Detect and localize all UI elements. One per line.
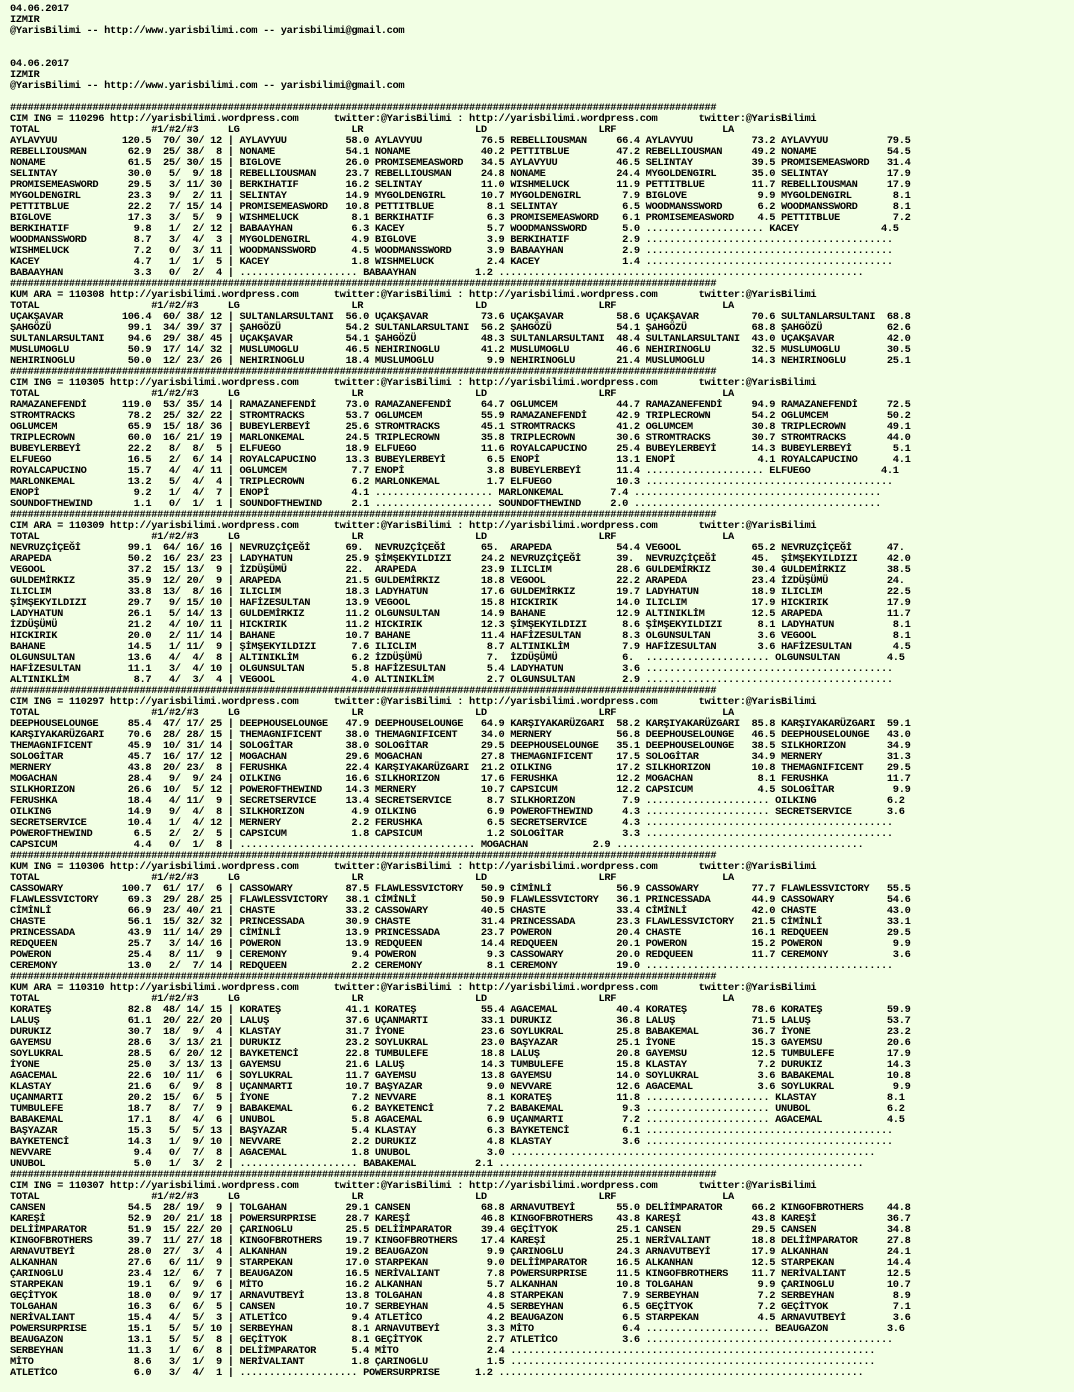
horse-row: SOYLUKRAL 28.5 6/ 20/ 12 | BAYKETENCİ 22.8 TUMBULEFE 18.8 LALUŞ 20.8 GAYEMSU 12.5 TUMBULEFE 17.9 [10, 1048, 911, 1060]
column-header: TOTAL #1/#2/#3 LG LR LD LRF LA [10, 1191, 734, 1203]
race-header: CIM ARA = 110309 http://yarisbilimi.wordpress.com twitter:@YarisBilimi : http://yarisbilimi.wordpress.com twitter:@YarisBilimi [10, 520, 817, 532]
horse-row: LADYHATUN 26.1 5/ 14/ 13 | GULDEMİRKIZ 11.2 OLGUNSULTAN 14.9 BAHANE 12.9 ALTINIKLİM 12.5 ARAPEDA 11.7 [10, 608, 911, 620]
horse-row: PETTITBLUE 22.2 7/ 15/ 14 | PROMISEMEASWORD 10.8 PETTITBLUE 8.1 SELINTAY 6.5 WOODMANSSWORD 6.2 WOODMANSSWORD 8.1 [10, 201, 911, 213]
horse-row: SELINTAY 30.0 5/ 9/ 18 | REBELLIOUSMAN 23.7 REBELLIOUSMAN 24.8 NONAME 24.4 MYGOLDENGIRL 35.0 SELINTAY 17.9 [10, 168, 911, 180]
horse-row: TRIPLECROWN 60.0 16/ 21/ 19 | MARLONKEMAL 24.5 TRIPLECROWN 35.8 TRIPLECROWN 30.6 STROMTRACKS 30.7 STROMTRACKS 44.0 [10, 432, 911, 444]
horse-row: DURUKIZ 30.7 18/ 9/ 4 | KLASTAY 31.7 İYONE 23.6 SOYLUKRAL 25.8 BABAKEMAL 36.7 İYONE 23.2 [10, 1026, 911, 1038]
horse-row: POWERSURPRISE 15.1 5/ 5/ 10 | SERBEYHAN 8.1 ARNAVUTBEYİ 3.3 MİTO 6.4 ..................... BEAUGAZON 3.6 [10, 1323, 905, 1335]
horse-row: KINGOFBROTHERS 39.7 11/ 27/ 18 | KINGOFBROTHERS 19.7 KINGOFBROTHERS 17.4 KAREŞİ 25.1 NERİVALIANT 18.8 DELİİMPARATOR 27.8 [10, 1235, 911, 1247]
column-header: TOTAL #1/#2/#3 LG LR LD LRF LA [10, 531, 734, 543]
horse-row: REBELLIOUSMAN 62.9 25/ 38/ 8 | NONAME 54.1 NONAME 40.2 PETTITBLUE 47.2 REBELLIOUSMAN 49.2 NONAME 54.5 [10, 146, 911, 158]
column-header: TOTAL #1/#2/#3 LG LR LD LRF LA [10, 707, 734, 719]
horse-row: BAHANE 14.5 1/ 11/ 9 | ŞİMŞEKYILDIZI 7.6 ILICLIM 8.7 ALTINIKLİM 7.9 HAFİZESULTAN 3.6 HAFİZESULTAN 4.5 [10, 641, 911, 653]
horse-row: POWERON 25.4 8/ 11/ 9 | CEREMONY 9.4 POWERON 9.3 CASSOWARY 20.0 REDQUEEN 11.7 CEREMONY 3.6 [10, 949, 911, 961]
horse-row: UÇANMARTI 20.2 15/ 6/ 5 | İYONE 7.2 NEVVARE 8.1 KORATEŞ 11.8 ..................... KLASTAY 8.1 [10, 1092, 905, 1104]
horse-row: SULTANLARSULTANI 94.6 29/ 38/ 45 | UÇAKŞAVAR 54.1 ŞAHGÖZÜ 48.3 SULTANLARSULTANI 48.4 SULTANLARSULTANI 43.0 UÇAKŞAVAR 42.0 [10, 333, 911, 345]
horse-row: ALTINIKLİM 8.7 4/ 3/ 4 | VEGOOL 4.0 ALTINIKLİM 2.7 OLGUNSULTAN 2.9 .......................................... [10, 674, 893, 686]
horse-row: BEAUGAZON 13.1 5/ 5/ 8 | GEÇİTYOK 8.1 GEÇİTYOK 2.7 ATLETİCO 3.6 .......................................... [10, 1334, 893, 1346]
section-separator: ######################################################################################################################## [10, 971, 717, 983]
horse-row: MUSLUMOGLU 50.9 17/ 14/ 32 | MUSLUMOGLU 46.5 NEHIRINOGLU 41.2 MUSLUMOGLU 46.6 NEHIRINOGLU 32.5 MUSLUMOGLU 30.5 [10, 344, 911, 356]
horse-row: ŞİMŞEKYILDIZI 29.7 9/ 15/ 10 | HAFİZESULTAN 13.9 VEGOOL 15.8 HICKIRIK 14.0 ILICLIM 17.9 HICKIRIK 17.9 [10, 597, 911, 609]
horse-row: MİTO 8.6 3/ 1/ 9 | NERİVALIANT 1.8 ÇARINOGLU 1.5 .............................................................. [10, 1356, 876, 1368]
horse-row: BERKIHATIF 9.8 1/ 2/ 12 | BABAAYHAN 6.3 KACEY 5.7 WOODMANSSWORD 5.0 .................... KACEY 4.5 [10, 223, 899, 235]
horse-row: PRINCESSADA 43.9 11/ 14/ 29 | CİMİNLİ 13.9 PRINCESSADA 23.7 POWERON 20.4 CHASTE 16.1 REDQUEEN 29.5 [10, 927, 911, 939]
horse-row: THEMAGNIFICENT 45.9 10/ 31/ 14 | SOLOGİTAR 38.0 SOLOGİTAR 29.5 DEEPHOUSELOUNGE 35.1 DEEPHOUSELOUNGE 38.5 SILKHORIZON 34.9 [10, 740, 911, 752]
horse-row: SILKHORIZON 26.6 10/ 5/ 12 | POWEROFTHEWIND 14.3 MERNERY 10.7 CAPSICUM 12.2 CAPSICUM 4.5 SOLOGİTAR 9.9 [10, 784, 911, 796]
horse-row: REDQUEEN 25.7 3/ 14/ 16 | POWERON 13.9 REDQUEEN 14.4 REDQUEEN 20.1 POWERON 15.2 POWERON 9.9 [10, 938, 911, 950]
horse-row: MOGACHAN 28.4 9/ 9/ 24 | OILKING 16.6 SILKHORIZON 17.6 FERUSHKA 12.2 MOGACHAN 8.1 FERUSHKA 11.7 [10, 773, 911, 785]
text-line: @YarisBilimi -- http://www.yarisbilimi.com -- yarisbilimi@gmail.com [10, 80, 405, 92]
horse-row: FERUSHKA 18.4 4/ 11/ 9 | SECRETSERVICE 13.4 SECRETSERVICE 8.7 SILKHORIZON 7.9 ..................... OILKING 6.2 [10, 795, 905, 807]
horse-row: GULDEMİRKIZ 35.9 12/ 20/ 9 | ARAPEDA 21.5 GULDEMİRKIZ 18.8 VEGOOL 22.2 ARAPEDA 23.4 İZDÜŞÜMÜ 24. [10, 575, 905, 587]
horse-row: CASSOWARY 100.7 61/ 17/ 6 | CASSOWARY 87.5 FLAWLESSVICTORY 50.9 CİMİNLİ 56.9 CASSOWARY 77.7 FLAWLESSVICTORY 55.5 [10, 883, 911, 895]
horse-row: LALUŞ 61.1 20/ 22/ 20 | LALUŞ 37.6 UÇANMARTI 33.1 DURUKIZ 36.8 LALUŞ 71.5 LALUŞ 53.7 [10, 1015, 911, 1027]
race-header: CIM ING = 110297 http://yarisbilimi.wordpress.com twitter:@YarisBilimi : http://yarisbilimi.wordpress.com twitter:@YarisBilimi [10, 696, 817, 708]
section-separator: ######################################################################################################################## [10, 509, 717, 521]
horse-row: ILICLIM 33.8 13/ 8/ 16 | ILICLIM 18.3 LADYHATUN 17.6 GULDEMİRKIZ 19.7 LADYHATUN 18.9 ILICLIM 22.5 [10, 586, 911, 598]
horse-row: KARŞIYAKARÜZGARI 70.6 28/ 28/ 15 | THEMAGNIFICENT 38.0 THEMAGNIFICENT 34.0 MERNERY 56.8 DEEPHOUSELOUNGE 46.5 DEEPHOUSELOUNGE 43.0 [10, 729, 911, 741]
horse-row: POWEROFTHEWIND 6.5 2/ 2/ 5 | CAPSICUM 1.8 CAPSICUM 1.2 SOLOGİTAR 3.3 .......................................... [10, 828, 893, 840]
horse-row: AGACEMAL 22.6 10/ 11/ 6 | SOYLUKRAL 11.7 GAYEMSU 13.8 GAYEMSU 14.0 SOYLUKRAL 3.6 BABAKEMAL 10.8 [10, 1070, 911, 1082]
horse-row: BIGLOVE 17.3 3/ 5/ 9 | WISHMELUCK 8.1 BERKIHATIF 6.3 PROMISEMEASWORD 6.1 PROMISEMEASWORD 4.5 PETTITBLUE 7.2 [10, 212, 911, 224]
horse-row: HICKIRIK 20.0 2/ 11/ 14 | BAHANE 10.7 BAHANE 11.4 HAFİZESULTAN 8.3 OLGUNSULTAN 3.6 VEGOOL 8.1 [10, 630, 911, 642]
horse-row: ARAPEDA 50.2 16/ 23/ 23 | LADYHATUN 25.9 ŞİMŞEKYILDIZI 24.2 NEVRUZÇİÇEĞİ 39. NEVRUZÇİÇEĞİ 45. ŞİMŞEKYILDIZI 42.0 [10, 553, 911, 565]
text-line [10, 37, 1074, 48]
horse-row: KACEY 4.7 1/ 1/ 5 | KACEY 1.8 WISHMELUCK 2.4 KACEY 1.4 .......................................... [10, 256, 893, 268]
horse-row: SECRETSERVICE 10.4 1/ 4/ 12 | MERNERY 2.2 FERUSHKA 6.5 SECRETSERVICE 4.3 .......................................... [10, 817, 893, 829]
horse-row: KORATEŞ 82.8 48/ 14/ 15 | KORATEŞ 41.1 KORATEŞ 55.4 AGACEMAL 40.4 KORATEŞ 78.6 KORATEŞ 59.9 [10, 1004, 911, 1016]
section-separator: ######################################################################################################################## [10, 366, 717, 378]
section-separator: ######################################################################################################################## [10, 102, 717, 114]
horse-row: AYLAVYUU 120.5 70/ 30/ 12 | AYLAVYUU 58.0 AYLAVYUU 76.5 REBELLIOUSMAN 66.4 AYLAVYUU 73.2 AYLAVYUU 79.5 [10, 135, 911, 147]
column-header: TOTAL #1/#2/#3 LG LR LD LRF LA [10, 993, 734, 1005]
horse-row: ENOPİ 9.2 1/ 4/ 7 | ENOPİ 4.1 .................... MARLONKEMAL 7.4 .......................................... [10, 487, 882, 499]
text-line [10, 48, 1074, 59]
text-line: IZMIR [10, 14, 40, 26]
horse-row: ŞAHGÖZÜ 99.1 34/ 39/ 37 | ŞAHGÖZÜ 54.2 SULTANLARSULTANI 56.2 ŞAHGÖZÜ 54.1 ŞAHGÖZÜ 68.8 ŞAHGÖZÜ 62.6 [10, 322, 911, 334]
horse-row: NEVRUZÇİÇEĞİ 99.1 64/ 16/ 16 | NEVRUZÇİÇEĞİ 69. NEVRUZÇİÇEĞİ 65. ARAPEDA 54.4 VEGOOL 65.2 NEVRUZÇİÇEĞİ 47. [10, 542, 905, 554]
text-line: 04.06.2017 [10, 3, 69, 15]
horse-row: OLGUNSULTAN 13.6 4/ 4/ 8 | ALTINIKLİM 6.2 İZDÜŞÜMÜ 7. İZDÜŞÜMÜ 6. ..................... OLGUNSULTAN 4.5 [10, 652, 905, 664]
horse-row: FLAWLESSVICTORY 69.3 29/ 28/ 25 | FLAWLESSVICTORY 38.1 CİMİNLİ 50.9 FLAWLESSVICTORY 36.1 PRINCESSADA 44.9 CASSOWARY 54.6 [10, 894, 911, 906]
horse-row: STARPEKAN 19.1 6/ 9/ 6 | MİTO 16.2 ALKANHAN 5.7 ALKANHAN 10.8 TOLGAHAN 9.9 ÇARINOGLU 10.7 [10, 1279, 911, 1291]
column-header: TOTAL #1/#2/#3 LG LR LD LRF LA [10, 872, 734, 884]
horse-row: İYONE 25.0 3/ 13/ 13 | GAYEMSU 21.6 LALUŞ 14.3 TUMBULEFE 15.8 KLASTAY 7.2 DURUKIZ 14.3 [10, 1059, 911, 1071]
horse-row: GEÇİTYOK 18.0 0/ 9/ 17 | ARNAVUTBEYİ 13.8 TOLGAHAN 4.8 STARPEKAN 7.9 SERBEYHAN 7.2 SERBEYHAN 8.9 [10, 1290, 911, 1302]
text-line: @YarisBilimi -- http://www.yarisbilimi.com -- yarisbilimi@gmail.com [10, 25, 405, 37]
horse-row: NEHIRINOGLU 50.0 12/ 23/ 26 | NEHIRINOGLU 18.4 MUSLUMOGLU 9.9 NEHIRINOGLU 21.4 MUSLUMOGLU 14.3 NEHIRINOGLU 25.1 [10, 355, 911, 367]
horse-row: NERİVALIANT 15.4 4/ 5/ 3 | ATLETİCO 9.4 ATLETİCO 4.2 BEAUGAZON 6.5 STARPEKAN 4.5 ARNAVUTBEYİ 3.6 [10, 1312, 911, 1324]
section-separator: ######################################################################################################################## [10, 278, 717, 290]
horse-row: İZDÜŞÜMÜ 21.2 4/ 10/ 11 | HICKIRIK 11.2 HICKIRIK 12.3 ŞİMŞEKYILDIZI 8.6 ŞİMŞEKYILDIZI 8.1 LADYHATUN 8.1 [10, 619, 911, 631]
horse-row: MARLONKEMAL 13.2 5/ 4/ 4 | TRIPLECROWN 6.2 MARLONKEMAL 1.7 ELFUEGO 10.3 .......................................... [10, 476, 893, 488]
horse-row: BAŞYAZAR 15.3 5/ 5/ 13 | BAŞYAZAR 5.4 KLASTAY 6.3 BAYKETENCİ 6.1 .......................................... [10, 1125, 893, 1137]
horse-row: OGLUMCEM 65.9 15/ 18/ 36 | BUBEYLERBEYİ 25.6 STROMTRACKS 45.1 STROMTRACKS 41.2 OGLUMCEM 30.8 TRIPLECROWN 49.1 [10, 421, 911, 433]
section-separator: ######################################################################################################################## [10, 1169, 717, 1181]
column-header: TOTAL #1/#2/#3 LG LR LD LRF LA [10, 124, 734, 136]
section-separator: ######################################################################################################################## [10, 685, 717, 697]
horse-row: ELFUEGO 16.5 2/ 6/ 14 | ROYALCAPUCINO 13.3 BUBEYLERBEYİ 6.5 ENOPİ 13.1 ENOPİ 4.1 ROYALCAPUCINO 4.1 [10, 454, 911, 466]
horse-row: TUMBULEFE 18.7 8/ 7/ 9 | BABAKEMAL 6.2 BAYKETENCİ 7.2 BABAKEMAL 9.3 ..................... UNUBOL 6.2 [10, 1103, 905, 1115]
horse-row: PROMISEMEASWORD 29.5 3/ 11/ 30 | BERKIHATIF 16.2 SELINTAY 11.0 WISHMELUCK 11.9 PETTITBLUE 11.7 REBELLIOUSMAN 17.9 [10, 179, 911, 191]
horse-row: KAREŞİ 52.9 20/ 21/ 18 | POWERSURPRISE 28.7 KAREŞİ 46.8 KINGOFBROTHERS 43.8 KAREŞİ 43.8 KAREŞİ 36.7 [10, 1213, 911, 1225]
section-separator: ######################################################################################################################## [10, 850, 717, 862]
horse-row: BABAAYHAN 3.3 0/ 2/ 4 | .................... BABAAYHAN 1.2 .............................................................. [10, 267, 864, 279]
horse-row: TOLGAHAN 16.3 6/ 6/ 5 | CANSEN 10.7 SERBEYHAN 4.5 SERBEYHAN 6.5 GEÇİTYOK 7.2 GEÇİTYOK 7.1 [10, 1301, 911, 1313]
column-header: TOTAL #1/#2/#3 LG LR LD LRF LA [10, 388, 734, 400]
horse-row: DELİİMPARATOR 51.9 15/ 22/ 20 | ÇARINOGLU 25.5 DELİİMPARATOR 39.4 GEÇİTYOK 25.1 CANSEN 29.5 CANSEN 34.8 [10, 1224, 911, 1236]
horse-row: ALKANHAN 27.6 6/ 11/ 9 | STARPEKAN 17.0 STARPEKAN 9.0 DELİİMPARATOR 16.5 ALKANHAN 12.5 STARPEKAN 14.4 [10, 1257, 911, 1269]
race-header: CIM ING = 110296 http://yarisbilimi.wordpress.com twitter:@YarisBilimi : http://yarisbilimi.wordpress.com twitter:@YarisBilimi [10, 113, 817, 125]
horse-row: SOUNDOFTHEWIND 1.1 0/ 1/ 1 | SOUNDOFTHEWIND 2.1 .................... SOUNDOFTHEWIND 2.0 .......................................... [10, 498, 882, 510]
horse-row: DEEPHOUSELOUNGE 85.4 47/ 17/ 25 | DEEPHOUSELOUNGE 47.9 DEEPHOUSELOUNGE 64.9 KARŞIYAKARÜZGARI 58.2 KARŞIYAKARÜZGARI 85.8 KARŞIYAKARÜZGARI 59.1 [10, 718, 911, 730]
race-header: KUM ARA = 110308 http://yarisbilimi.wordpress.com twitter:@YarisBilimi : http://yarisbilimi.wordpress.com twitter:@YarisBilimi [10, 289, 817, 301]
horse-row: KLASTAY 21.6 6/ 9/ 8 | UÇANMARTI 10.7 BAŞYAZAR 9.0 NEVVARE 12.6 AGACEMAL 3.6 SOYLUKRAL 9.9 [10, 1081, 911, 1093]
horse-row: OILKING 14.9 9/ 4/ 8 | SILKHORIZON 4.9 OILKING 6.9 POWEROFTHEWIND 4.3 ..................... SECRETSERVICE 3.6 [10, 806, 905, 818]
horse-row: NONAME 61.5 25/ 30/ 15 | BIGLOVE 26.0 PROMISEMEASWORD 34.5 AYLAVYUU 46.5 SELINTAY 39.5 PROMISEMEASWORD 31.4 [10, 157, 911, 169]
horse-row: BUBEYLERBEYİ 22.2 8/ 8/ 5 | ELFUEGO 18.9 ELFUEGO 11.6 ROYALCAPUCINO 25.4 BUBEYLERBEYİ 14.3 BUBEYLERBEYİ 5.1 [10, 443, 911, 455]
horse-row: RAMAZANEFENDİ 119.0 53/ 35/ 14 | RAMAZANEFENDİ 73.0 RAMAZANEFENDİ 64.7 OGLUMCEM 44.7 RAMAZANEFENDİ 94.9 RAMAZANEFENDİ 72.5 [10, 399, 911, 411]
horse-row: CHASTE 56.1 15/ 32/ 32 | PRINCESSADA 30.9 CHASTE 31.4 PRINCESSADA 23.3 FLAWLESSVICTORY 21.5 CİMİNLİ 33.1 [10, 916, 911, 928]
horse-row: CAPSICUM 4.4 0/ 1/ 8 | ........................................ MOGACHAN 2.9 .......................................... [10, 839, 864, 851]
horse-row: ROYALCAPUCINO 15.7 4/ 4/ 11 | OGLUMCEM 7.7 ENOPİ 3.8 BUBEYLERBEYİ 11.4 .................... ELFUEGO 4.1 [10, 465, 899, 477]
horse-row: WISHMELUCK 7.2 0/ 3/ 11 | WOODMANSSWORD 4.5 WOODMANSSWORD 3.9 BABAAYHAN 2.9 .......................................... [10, 245, 893, 257]
race-header: CIM ING = 110305 http://yarisbilimi.wordpress.com twitter:@YarisBilimi : http://yarisbilimi.wordpress.com twitter:@YarisBilimi [10, 377, 817, 389]
horse-row: VEGOOL 37.2 15/ 13/ 9 | İZDÜŞÜMÜ 22. ARAPEDA 23.9 ILICLIM 28.6 GULDEMİRKIZ 30.4 GULDEMİRKIZ 38.5 [10, 564, 911, 576]
text-line: IZMIR [10, 69, 40, 81]
horse-row: ÇARINOGLU 23.4 12/ 6/ 7 | BEAUGAZON 16.5 NERİVALIANT 7.8 POWERSURPRISE 11.5 KINGOFBROTHERS 11.7 NERİVALIANT 12.5 [10, 1268, 911, 1280]
horse-row: MERNERY 43.8 20/ 23/ 8 | FERUSHKA 22.4 KARŞIYAKARÜZGARI 21.2 OILKING 17.2 SILKHORIZON 10.8 THEMAGNIFICENT 29.5 [10, 762, 911, 774]
horse-row: MYGOLDENGIRL 23.3 9/ 2/ 11 | SELINTAY 14.9 MYGOLDENGIRL 10.7 MYGOLDENGIRL 7.9 BIGLOVE 9.9 MYGOLDENGIRL 8.1 [10, 190, 911, 202]
column-header: TOTAL #1/#2/#3 LG LR LD LRF LA [10, 300, 734, 312]
race-header: KUM ARA = 110310 http://yarisbilimi.wordpress.com twitter:@YarisBilimi : http://yarisbilimi.wordpress.com twitter:@YarisBilimi [10, 982, 817, 994]
race-header: KUM ING = 110306 http://yarisbilimi.wordpress.com twitter:@YarisBilimi : http://yarisbilimi.wordpress.com twitter:@YarisBilimi [10, 861, 817, 873]
horse-row: ATLETİCO 6.0 3/ 4/ 1 | .................... POWERSURPRISE 1.2 .............................................................. [10, 1367, 864, 1379]
horse-row: CEREMONY 13.0 2/ 7/ 14 | REDQUEEN 2.2 CEREMONY 8.1 CEREMONY 19.0 .......................................... [10, 960, 893, 972]
horse-row: NEVVARE 9.4 0/ 7/ 8 | AGACEMAL 1.8 UNUBOL 3.0 .............................................................. [10, 1147, 876, 1159]
text-line: 04.06.2017 [10, 58, 69, 70]
horse-row: BAYKETENCİ 14.3 1/ 9/ 10 | NEVVARE 2.2 DURUKIZ 4.8 KLASTAY 3.6 .......................................... [10, 1136, 893, 1148]
race-header: CIM ING = 110307 http://yarisbilimi.wordpress.com twitter:@YarisBilimi : http://yarisbilimi.wordpress.com twitter:@YarisBilimi [10, 1180, 817, 1192]
horse-row: UÇAKŞAVAR 106.4 60/ 38/ 12 | SULTANLARSULTANI 56.0 UÇAKŞAVAR 73.6 UÇAKŞAVAR 58.6 UÇAKŞAVAR 70.6 SULTANLARSULTANI 68.8 [10, 311, 911, 323]
horse-row: HAFİZESULTAN 11.1 3/ 4/ 10 | OLGUNSULTAN 5.8 HAFİZESULTAN 5.4 LADYHATUN 3.6 .......................................... [10, 663, 893, 675]
horse-row: ARNAVUTBEYİ 28.0 27/ 3/ 4 | ALKANHAN 19.2 BEAUGAZON 9.9 ÇARINOGLU 24.3 ARNAVUTBEYİ 17.9 ALKANHAN 24.1 [10, 1246, 911, 1258]
horse-row: CİMİNLİ 66.9 23/ 40/ 21 | CHASTE 33.2 CASSOWARY 40.5 CHASTE 33.4 CİMİNLİ 42.0 CHASTE 43.0 [10, 905, 911, 917]
horse-row: STROMTRACKS 78.2 25/ 32/ 22 | STROMTRACKS 53.7 OGLUMCEM 55.9 RAMAZANEFENDİ 42.9 TRIPLECROWN 54.2 OGLUMCEM 50.2 [10, 410, 911, 422]
horse-row: WOODMANSSWORD 8.7 3/ 4/ 3 | MYGOLDENGIRL 4.9 BIGLOVE 3.9 BERKIHATIF 2.9 .......................................... [10, 234, 893, 246]
horse-row: GAYEMSU 28.6 3/ 13/ 21 | DURUKIZ 23.2 SOYLUKRAL 23.0 BAŞYAZAR 25.1 İYONE 15.3 GAYEMSU 20.6 [10, 1037, 911, 1049]
horse-row: SERBEYHAN 11.3 1/ 6/ 8 | DELİİMPARATOR 5.4 MİTO 2.4 .............................................................. [10, 1345, 876, 1357]
horse-row: CANSEN 54.5 28/ 19/ 9 | TOLGAHAN 29.1 CANSEN 68.8 ARNAVUTBEYİ 55.0 DELİİMPARATOR 66.2 KINGOFBROTHERS 44.8 [10, 1202, 911, 1214]
horse-row: SOLOGİTAR 45.7 16/ 17/ 12 | MOGACHAN 29.6 MOGACHAN 27.8 THEMAGNIFICENT 17.5 SOLOGİTAR 34.9 MERNERY 31.3 [10, 751, 911, 763]
horse-row: BABAKEMAL 17.1 8/ 4/ 6 | UNUBOL 5.8 AGACEMAL 6.9 UÇANMARTI 7.2 ..................... AGACEMAL 4.5 [10, 1114, 905, 1126]
horse-row: UNUBOL 5.0 1/ 3/ 2 | .................... BABAKEMAL 2.1 .............................................................. [10, 1158, 864, 1170]
